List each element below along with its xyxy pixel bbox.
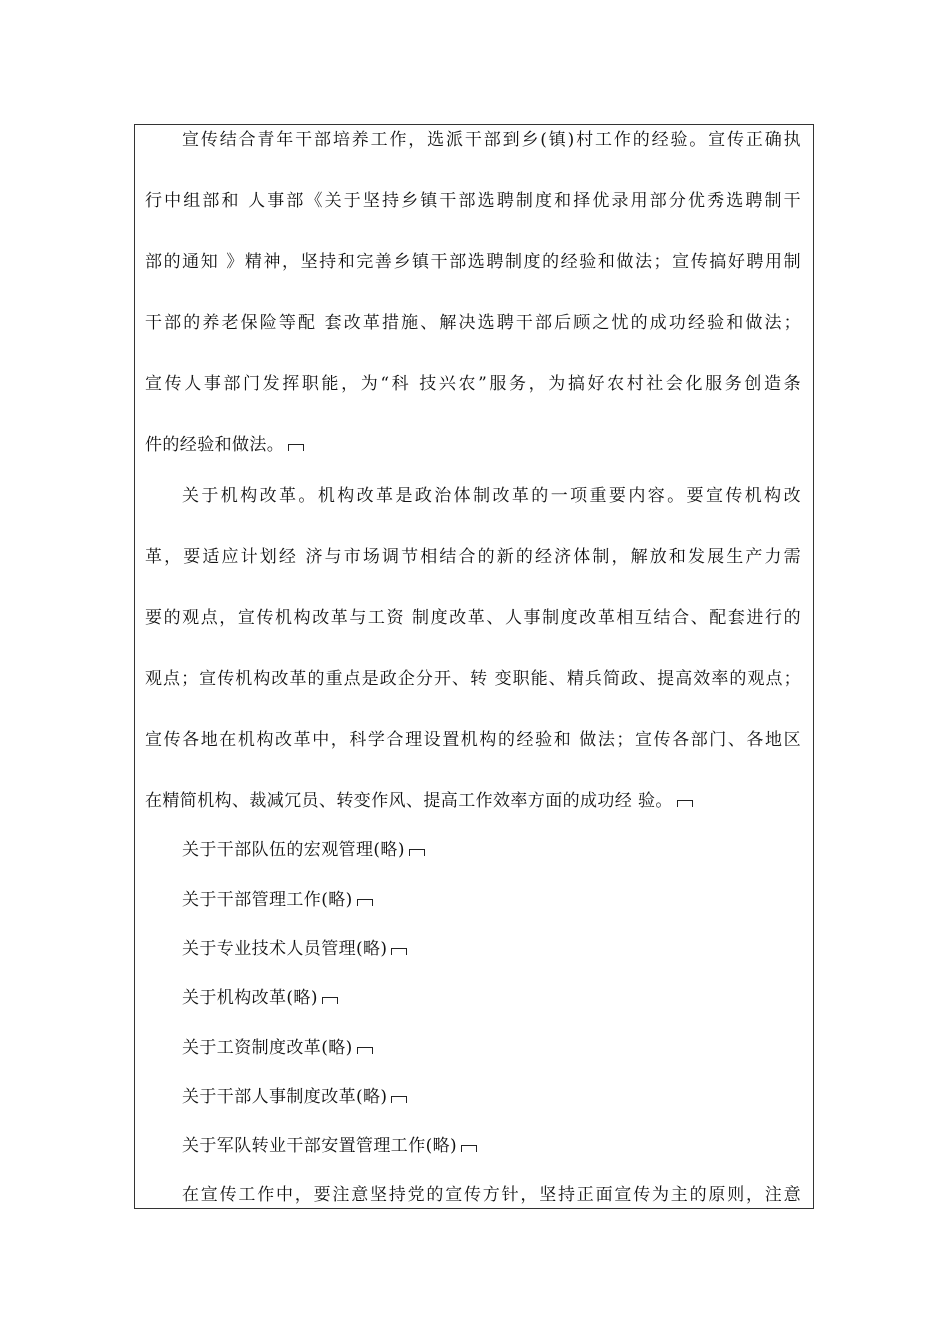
paragraph-mark-icon [322,997,338,1004]
paragraph-mark-icon [391,1096,407,1103]
para1-line-3: 部的通知 》精神，坚持和完善乡镇干部选聘制度的经验和做法；宣传搞好聘用制 [145,252,801,272]
list-item-text: 关于机构改革(略) [182,988,318,1008]
para1-line-6 [145,430,801,460]
closing-line: 在宣传工作中，要注意坚持党的宣传方针，坚持正面宣传为主的原则，注意 [182,1185,801,1205]
list-item-text: 关于干部管理工作(略) [182,890,353,910]
para1-line-4: 干部的养老保险等配 套改革措施、解决选聘干部后顾之忧的成功经验和做法； [145,313,801,333]
para2-line-3: 要的观点，宣传机构改革与工资 制度改革、人事制度改革相互结合、配套进行的 [145,608,801,628]
paragraph-mark-icon [288,444,304,451]
para1-line-2: 行中组部和 人事部《关于坚持乡镇干部选聘制度和择优录用部分优秀选聘制干 [145,191,801,211]
paragraph-mark-icon [357,899,373,906]
list-item [145,1082,801,1112]
list-item-text: 关于干部队伍的宏观管理(略) [182,840,405,860]
para1-line-1: 宣传结合青年干部培养工作，选派干部到乡(镇)村工作的经验。宣传正确执 [182,130,801,150]
para2-line-6 [145,786,801,816]
para2-line-4: 观点；宣传机构改革的重点是政企分开、转 变职能、精兵简政、提高效率的观点； [145,669,801,689]
paragraph-mark-icon [391,948,407,955]
list-item [145,835,801,865]
list-item-text: 关于工资制度改革(略) [182,1038,353,1058]
paragraph-mark-icon [357,1047,373,1054]
list-item-text: 关于专业技术人员管理(略) [182,939,388,959]
para1-line-5: 宣传人事部门发挥职能，为“科 技兴农”服务，为搞好农村社会化服务创造条 [145,374,801,394]
list-item [145,1033,801,1063]
list-item [145,934,801,964]
para2-line-5: 宣传各地在机构改革中，科学合理设置机构的经验和 做法；宣传各部门、各地区 [145,730,801,750]
para2-line-1: 关于机构改革。机构改革是政治体制改革的一项重要内容。要宣传机构改 [182,486,801,506]
para2-line-6-text: 在精简机构、裁减冗员、转变作风、提高工作效率方面的成功经 验。 [145,791,673,811]
list-item [145,885,801,915]
paragraph-mark-icon [409,849,425,856]
paragraph-mark-icon [677,800,693,807]
list-item [145,1131,801,1161]
paragraph-mark-icon [461,1145,477,1152]
list-item [145,983,801,1013]
list-item-text: 关于军队转业干部安置管理工作(略) [182,1136,458,1156]
document-page-frame [134,124,814,1209]
para1-line-6-text: 件的经验和做法。 [145,435,285,455]
para2-line-2: 革，要适应计划经 济与市场调节相结合的新的经济体制，解放和发展生产力需 [145,547,801,567]
list-item-text: 关于干部人事制度改革(略) [182,1087,388,1107]
